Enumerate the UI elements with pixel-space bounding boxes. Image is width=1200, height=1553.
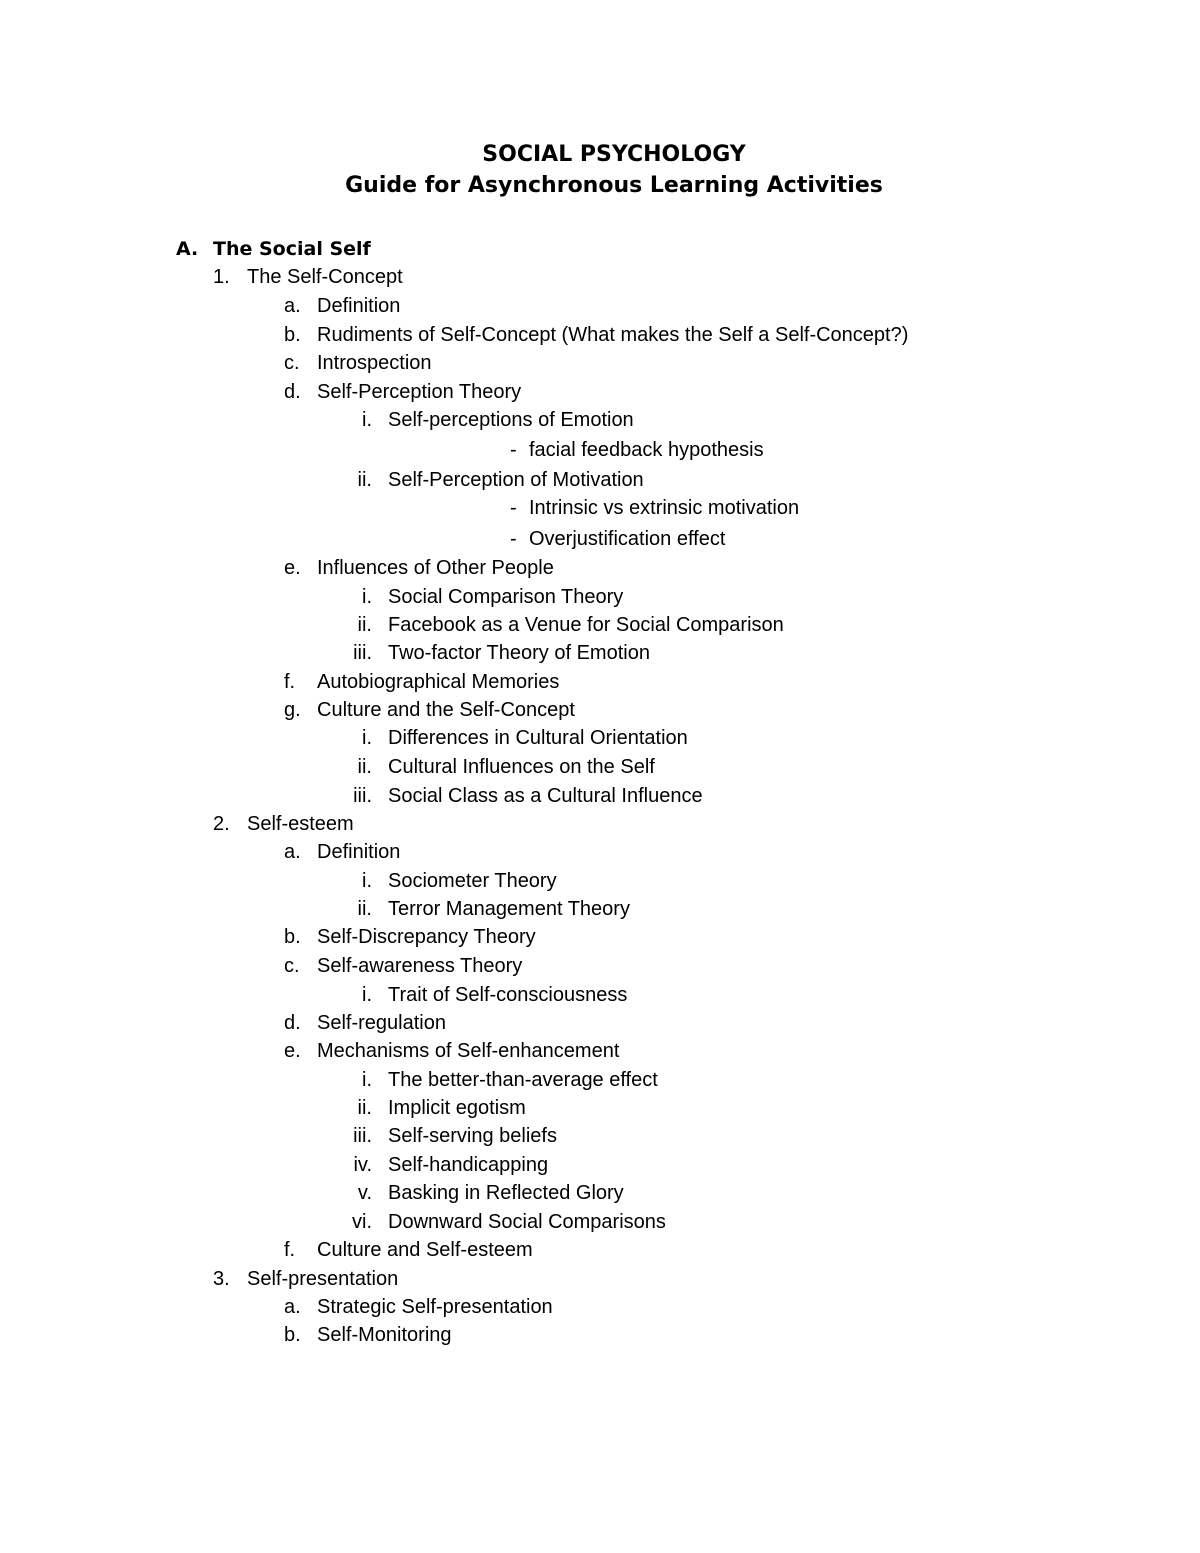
outline-text: Rudiments of Self-Concept (What makes the Self a Self-Concept?) bbox=[317, 324, 909, 346]
outline-item bbox=[0, 1321, 1200, 1349]
outline-text: Definition bbox=[317, 295, 401, 317]
outline-text: Terror Management Theory bbox=[388, 898, 630, 920]
outline-text: Differences in Cultural Orientation bbox=[388, 727, 688, 749]
outline-item bbox=[0, 321, 1200, 349]
outline-marker: a. bbox=[284, 295, 301, 317]
outline-marker: e. bbox=[284, 557, 301, 579]
outline-text: Self-Discrepancy Theory bbox=[317, 926, 536, 948]
outline-item bbox=[0, 981, 1200, 1009]
outline-item bbox=[0, 923, 1200, 951]
outline-marker: a. bbox=[284, 841, 301, 863]
outline-marker: i. bbox=[362, 870, 372, 892]
outline-text: Trait of Self-consciousness bbox=[388, 984, 628, 1006]
outline-item bbox=[0, 1151, 1200, 1179]
outline-marker: e. bbox=[284, 1040, 301, 1062]
outline-text: Definition bbox=[317, 841, 401, 863]
outline-text: Autobiographical Memories bbox=[317, 671, 560, 693]
outline-text: Self-Monitoring bbox=[317, 1324, 452, 1346]
outline-item bbox=[0, 952, 1200, 980]
outline-marker: ii. bbox=[357, 614, 372, 636]
outline-marker: f. bbox=[284, 671, 296, 693]
outline-item bbox=[0, 1265, 1200, 1293]
outline-item bbox=[0, 554, 1200, 582]
outline-text: Self-perceptions of Emotion bbox=[388, 409, 634, 431]
outline-marker: a. bbox=[284, 1296, 301, 1318]
outline-item bbox=[0, 1066, 1200, 1094]
outline-item bbox=[0, 867, 1200, 895]
outline-item bbox=[0, 466, 1200, 494]
outline-text: Facebook as a Venue for Social Comparison bbox=[388, 614, 784, 636]
outline-marker: ii. bbox=[357, 756, 372, 778]
outline-marker: 2. bbox=[213, 813, 230, 835]
outline-item bbox=[0, 895, 1200, 923]
outline-item bbox=[0, 1293, 1200, 1321]
outline-item bbox=[0, 436, 1200, 464]
outline-text: Basking in Reflected Glory bbox=[388, 1182, 624, 1204]
outline-item bbox=[0, 1037, 1200, 1065]
outline-marker: - bbox=[510, 497, 517, 519]
outline-text: Introspection bbox=[317, 352, 432, 374]
document-title: SOCIAL PSYCHOLOGY bbox=[482, 142, 746, 167]
outline-item bbox=[0, 1208, 1200, 1236]
outline-text: Self-regulation bbox=[317, 1012, 446, 1034]
outline-marker: b. bbox=[284, 1324, 301, 1346]
outline-text: Self-presentation bbox=[247, 1268, 399, 1290]
outline-item bbox=[0, 1179, 1200, 1207]
outline-item bbox=[0, 583, 1200, 611]
outline-marker: f. bbox=[284, 1239, 296, 1261]
outline-text: The Self-Concept bbox=[247, 266, 403, 288]
outline-marker: i. bbox=[362, 1069, 372, 1091]
outline-marker: iii. bbox=[353, 785, 372, 807]
outline-marker: 1. bbox=[213, 266, 230, 288]
outline-text: Influences of Other People bbox=[317, 557, 554, 579]
outline-marker: vi. bbox=[352, 1211, 372, 1233]
outline-item bbox=[0, 378, 1200, 406]
outline-marker: d. bbox=[284, 1012, 301, 1034]
outline-item bbox=[0, 696, 1200, 724]
outline-item bbox=[0, 292, 1200, 320]
outline-text: Social Class as a Cultural Influence bbox=[388, 785, 703, 807]
outline-marker: - bbox=[510, 439, 517, 461]
outline-marker: iii. bbox=[353, 1125, 372, 1147]
outline-text: Self-Perception of Motivation bbox=[388, 469, 644, 491]
outline-item bbox=[0, 494, 1200, 522]
outline-item bbox=[0, 810, 1200, 838]
outline-marker: ii. bbox=[357, 469, 372, 491]
outline-item bbox=[0, 263, 1200, 291]
outline-marker: - bbox=[510, 528, 517, 550]
outline-marker: iii. bbox=[353, 642, 372, 664]
outline-text: Self-handicapping bbox=[388, 1154, 549, 1176]
outline-item bbox=[0, 349, 1200, 377]
outline-text: Strategic Self-presentation bbox=[317, 1296, 553, 1318]
outline-marker: A. bbox=[176, 238, 199, 260]
document-subtitle: Guide for Asynchronous Learning Activities bbox=[345, 173, 883, 198]
outline-item bbox=[0, 1122, 1200, 1150]
outline-text: Overjustification effect bbox=[529, 528, 726, 550]
outline-text: facial feedback hypothesis bbox=[529, 439, 764, 461]
outline-marker: i. bbox=[362, 727, 372, 749]
outline-marker: c. bbox=[284, 352, 300, 374]
outline-text: Intrinsic vs extrinsic motivation bbox=[529, 497, 800, 519]
outline-item bbox=[0, 724, 1200, 752]
outline-item bbox=[0, 235, 1200, 263]
outline-text: The Social Self bbox=[213, 238, 371, 260]
outline-text: Implicit egotism bbox=[388, 1097, 526, 1119]
outline-item bbox=[0, 753, 1200, 781]
outline-item bbox=[0, 782, 1200, 810]
outline-item bbox=[0, 1236, 1200, 1264]
outline-text: Downward Social Comparisons bbox=[388, 1211, 666, 1233]
outline-text: Self-esteem bbox=[247, 813, 354, 835]
outline-marker: c. bbox=[284, 955, 300, 977]
outline-text: Mechanisms of Self-enhancement bbox=[317, 1040, 620, 1062]
outline-text: Self-awareness Theory bbox=[317, 955, 523, 977]
outline-item bbox=[0, 611, 1200, 639]
outline-marker: i. bbox=[362, 984, 372, 1006]
outline-text: Self-Perception Theory bbox=[317, 381, 522, 403]
outline-marker: d. bbox=[284, 381, 301, 403]
outline-item bbox=[0, 668, 1200, 696]
outline-text: Culture and the Self-Concept bbox=[317, 699, 575, 721]
outline-item bbox=[0, 1094, 1200, 1122]
outline-text: Social Comparison Theory bbox=[388, 586, 624, 608]
outline-marker: i. bbox=[362, 586, 372, 608]
outline-text: Self-serving beliefs bbox=[388, 1125, 557, 1147]
outline-item bbox=[0, 1009, 1200, 1037]
outline-marker: b. bbox=[284, 926, 301, 948]
outline-text: The better-than-average effect bbox=[388, 1069, 658, 1091]
outline-item bbox=[0, 406, 1200, 434]
outline-marker: 3. bbox=[213, 1268, 230, 1290]
outline-marker: g. bbox=[284, 699, 301, 721]
outline-marker: ii. bbox=[357, 898, 372, 920]
outline-marker: v. bbox=[357, 1182, 372, 1204]
outline-text: Sociometer Theory bbox=[388, 870, 557, 892]
outline-text: Culture and Self-esteem bbox=[317, 1239, 533, 1261]
outline-marker: ii. bbox=[357, 1097, 372, 1119]
outline-marker: b. bbox=[284, 324, 301, 346]
outline-item bbox=[0, 525, 1200, 553]
outline-item bbox=[0, 639, 1200, 667]
outline-text: Two-factor Theory of Emotion bbox=[388, 642, 650, 664]
outline-marker: iv. bbox=[353, 1154, 372, 1176]
outline-item bbox=[0, 838, 1200, 866]
outline-text: Cultural Influences on the Self bbox=[388, 756, 655, 778]
outline-marker: i. bbox=[362, 409, 372, 431]
